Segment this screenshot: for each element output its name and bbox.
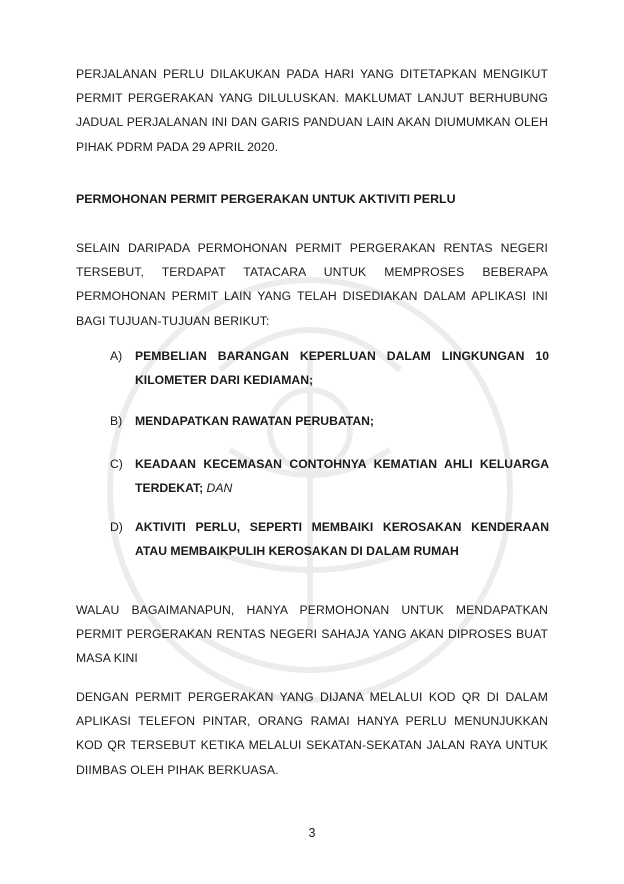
list-item-text: PEMBELIAN BARANGAN KEPERLUAN DALAM LINGKUNGAN 10 KILOMETER DARI KEDIAMAN; <box>135 349 549 388</box>
list-item-main: KEADAAN KECEMASAN CONTOHNYA KEMATIAN AHLI KELUARGA TERDEKAT; <box>135 457 549 496</box>
intro-paragraph: PERJALANAN PERLU DILAKUKAN PADA HARI YANG DITETAPKAN MENGIKUT PERMIT PERGERAKAN YANG DILULUSKAN. MAKLUMAT LANJUT BERHUBUNG JADUAL PERJALANAN INI DAN GARIS PANDUAN LAIN AKAN DIUMUMKAN OLEH PIHAK PDRM PADA 29 APRIL 2020. <box>76 67 548 154</box>
list-marker: C) <box>110 457 123 471</box>
section-heading: PERMOHONAN PERMIT PERGERAKAN UNTUK AKTIVITI PERLU <box>76 192 456 206</box>
list-marker: D) <box>110 520 123 534</box>
list-item-text <box>135 452 549 500</box>
paragraph-however: WALAU BAGAIMANAPUN, HANYA PERMOHONAN UNTUK MENDAPATKAN PERMIT PERGERAKAN RENTAS NEGERI SAHAJA YANG AKAN DIPROSES BUAT MASA KINI <box>76 603 548 666</box>
list-item-suffix: DAN <box>206 481 233 496</box>
page-number: 3 <box>308 826 316 840</box>
list-marker: A) <box>110 349 123 363</box>
section-paragraph: SELAIN DARIPADA PERMOHONAN PERMIT PERGERAKAN RENTAS NEGERI TERSEBUT, TERDAPAT TATACARA UNTUK MEMPROSES BEBERAPA PERMOHONAN PERMIT LAIN YANG TELAH DISEDIAKAN DALAM APLIKASI INI BAGI TUJUAN-TUJUAN BERIKUT: <box>76 241 548 328</box>
paragraph-qr: DENGAN PERMIT PERGERAKAN YANG DIJANA MELALUI KOD QR DI DALAM APLIKASI TELEFON PINTAR, ORANG RAMAI HANYA PERLU MENUNJUKKAN KOD QR TERSEBUT KETIKA MELALUI SEKATAN-SEKATAN JALAN RAYA UNTUK DIIMBAS OLEH PIHAK BERKUASA. <box>76 690 548 777</box>
list-item-text: MENDAPATKAN RAWATAN PERUBATAN; <box>135 414 374 428</box>
list-item-text: AKTIVITI PERLU, SEPERTI MEMBAIKI KEROSAKAN KENDERAAN ATAU MEMBAIKPULIH KEROSAKAN DI DALAM RUMAH <box>135 520 549 559</box>
list-marker: B) <box>110 414 123 428</box>
